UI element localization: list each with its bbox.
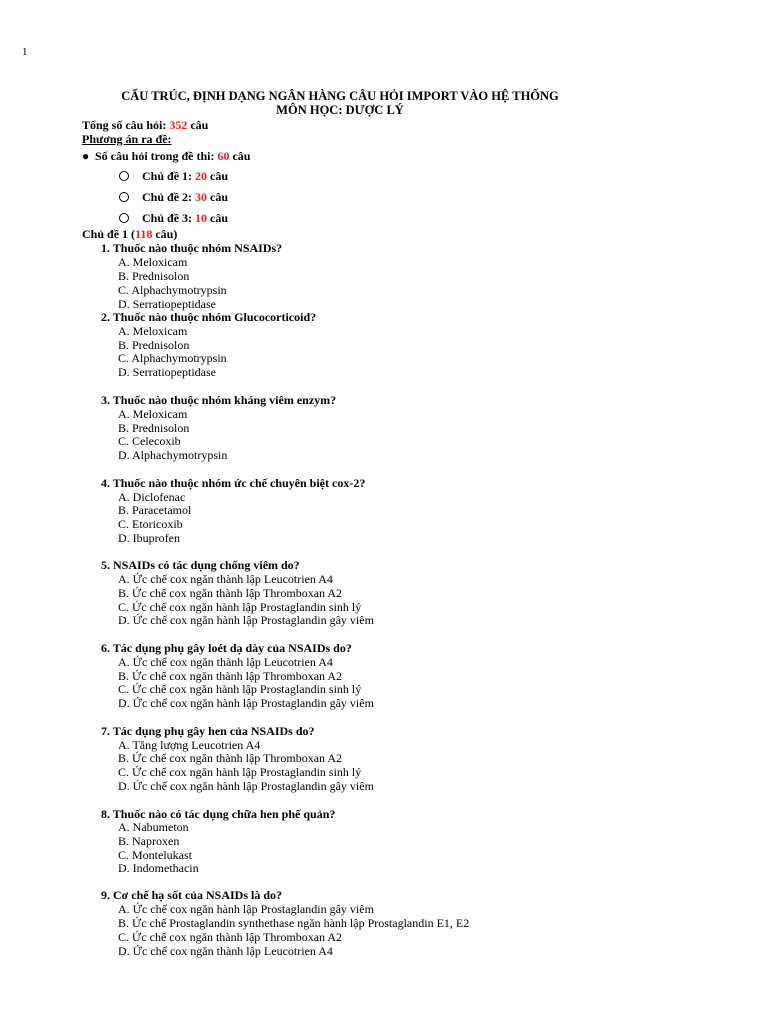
document-title: CẤU TRÚC, ĐỊNH DẠNG NGÂN HÀNG CÂU HỎI IMPORT VÀO HỆ THỐNG xyxy=(121,89,559,103)
section-label: Chủ đề 1 ( xyxy=(82,227,136,241)
option: B. Prednisolon xyxy=(118,338,190,352)
topic-unit: câu xyxy=(207,169,229,183)
plan-heading: Phương án ra đề: xyxy=(82,132,172,146)
option: C. Ức chế cox ngăn thành lập Thromboxan A2 xyxy=(118,930,343,944)
option: D. Ibuprofen xyxy=(118,531,180,545)
option: B. Paracetamol xyxy=(118,503,192,517)
section-value: 118 xyxy=(135,227,153,241)
page-number: 1 xyxy=(22,46,28,58)
option: C. Montelukast xyxy=(118,848,192,862)
topic-value: 30 xyxy=(195,190,208,204)
option: A. Meloxicam xyxy=(118,255,188,269)
option: A. Ức chế cox ngăn hành lập Prostaglandin gây viêm xyxy=(118,902,374,916)
section-unit: câu) xyxy=(152,227,178,241)
section-heading xyxy=(82,227,177,241)
option: C. Alphachymotrypsin xyxy=(118,283,227,297)
option: B. Prednisolon xyxy=(118,421,190,435)
option: D. Ức chế cox ngăn hành lập Prostaglandin gây viêm xyxy=(118,613,374,627)
question-8: 8. Thuốc nào có tác dụng chữa hen phế quản? xyxy=(101,807,336,821)
exam-unit: câu xyxy=(229,149,251,163)
topic-label: Chủ đề 2: xyxy=(142,190,196,204)
question-7: 7. Tác dụng phụ gây hen của NSAIDs do? xyxy=(101,724,315,738)
total-questions xyxy=(82,118,208,132)
topic-value: 10 xyxy=(195,211,208,225)
option: B. Ức chế cox ngăn thành lập Thromboxan A2 xyxy=(118,586,343,600)
topic-1 xyxy=(142,169,228,183)
question-3: 3. Thuốc nào thuộc nhóm kháng viêm enzym? xyxy=(101,393,337,407)
option: A. Meloxicam xyxy=(118,324,188,338)
question-1: 1. Thuốc nào thuộc nhóm NSAIDs? xyxy=(101,241,283,255)
question-4: 4. Thuốc nào thuộc nhóm ức chế chuyên biệt cox-2? xyxy=(101,476,366,490)
topic-unit: câu xyxy=(207,211,229,225)
option: C. Alphachymotrypsin xyxy=(118,351,227,365)
option: A. Diclofenac xyxy=(118,490,186,504)
topic-unit: câu xyxy=(207,190,229,204)
option: A. Nabumeton xyxy=(118,820,189,834)
exam-label: Số câu hỏi trong đề thi: xyxy=(95,149,218,163)
exam-question-count xyxy=(95,149,250,163)
option: A. Tăng lượng Leucotrien A4 xyxy=(118,738,261,752)
option: C. Celecoxib xyxy=(118,434,181,448)
option: C. Etoricoxib xyxy=(118,517,183,531)
option: B. Ức chế cox ngăn thành lập Thromboxan A2 xyxy=(118,669,343,683)
topic-2 xyxy=(142,190,228,204)
total-unit: câu xyxy=(187,118,209,132)
question-2: 2. Thuốc nào thuộc nhóm Glucocorticoid? xyxy=(101,310,317,324)
topic-label: Chủ đề 3: xyxy=(142,211,196,225)
option: B. Ức chế cox ngăn thành lập Thromboxan A2 xyxy=(118,751,343,765)
question-6: 6. Tác dụng phụ gây loét dạ dày của NSAIDs do? xyxy=(101,641,352,655)
option: D. Serratiopeptidase xyxy=(118,297,216,311)
circle-bullet-icon xyxy=(119,171,129,181)
option: D. Ức chế cox ngăn hành lập Prostaglandin gây viêm xyxy=(118,696,374,710)
option: B. Naproxen xyxy=(118,834,180,848)
option: D. Indomethacin xyxy=(118,861,199,875)
option: B. Prednisolon xyxy=(118,269,190,283)
bullet-icon: ● xyxy=(82,149,90,163)
option: A. Ức chế cox ngăn thành lập Leucotrien A4 xyxy=(118,655,333,669)
total-value: 352 xyxy=(169,118,188,132)
option: B. Ức chế Prostaglandin synthethase ngăn hành lập Prostaglandin E1, E2 xyxy=(118,916,470,930)
option: D. Ức chế cox ngăn thành lập Leucotrien A4 xyxy=(118,944,333,958)
question-9: 9. Cơ chế hạ sốt của NSAIDs là do? xyxy=(101,888,282,902)
subject-title: MÔN HỌC: DƯỢC LÝ xyxy=(276,103,404,117)
topic-3 xyxy=(142,211,228,225)
topic-value: 20 xyxy=(195,169,208,183)
option: A. Meloxicam xyxy=(118,407,188,421)
option: D. Alphachymotrypsin xyxy=(118,448,228,462)
exam-value: 60 xyxy=(217,149,230,163)
total-label: Tổng số câu hỏi: xyxy=(82,118,170,132)
question-5: 5. NSAIDs có tác dụng chống viêm do? xyxy=(101,558,300,572)
option: D. Ức chế cox ngăn hành lập Prostaglandin gây viêm xyxy=(118,779,374,793)
option: C. Ức chế cox ngăn hành lập Prostaglandin sinh lý xyxy=(118,765,362,779)
circle-bullet-icon xyxy=(119,213,129,223)
option: C. Ức chế cox ngăn hành lập Prostaglandin sinh lý xyxy=(118,600,362,614)
topic-label: Chủ đề 1: xyxy=(142,169,196,183)
option: C. Ức chế cox ngăn hành lập Prostaglandin sinh lý xyxy=(118,682,362,696)
option: A. Ức chế cox ngăn thành lập Leucotrien A4 xyxy=(118,572,333,586)
circle-bullet-icon xyxy=(119,192,129,202)
option: D. Serratiopeptidase xyxy=(118,365,216,379)
